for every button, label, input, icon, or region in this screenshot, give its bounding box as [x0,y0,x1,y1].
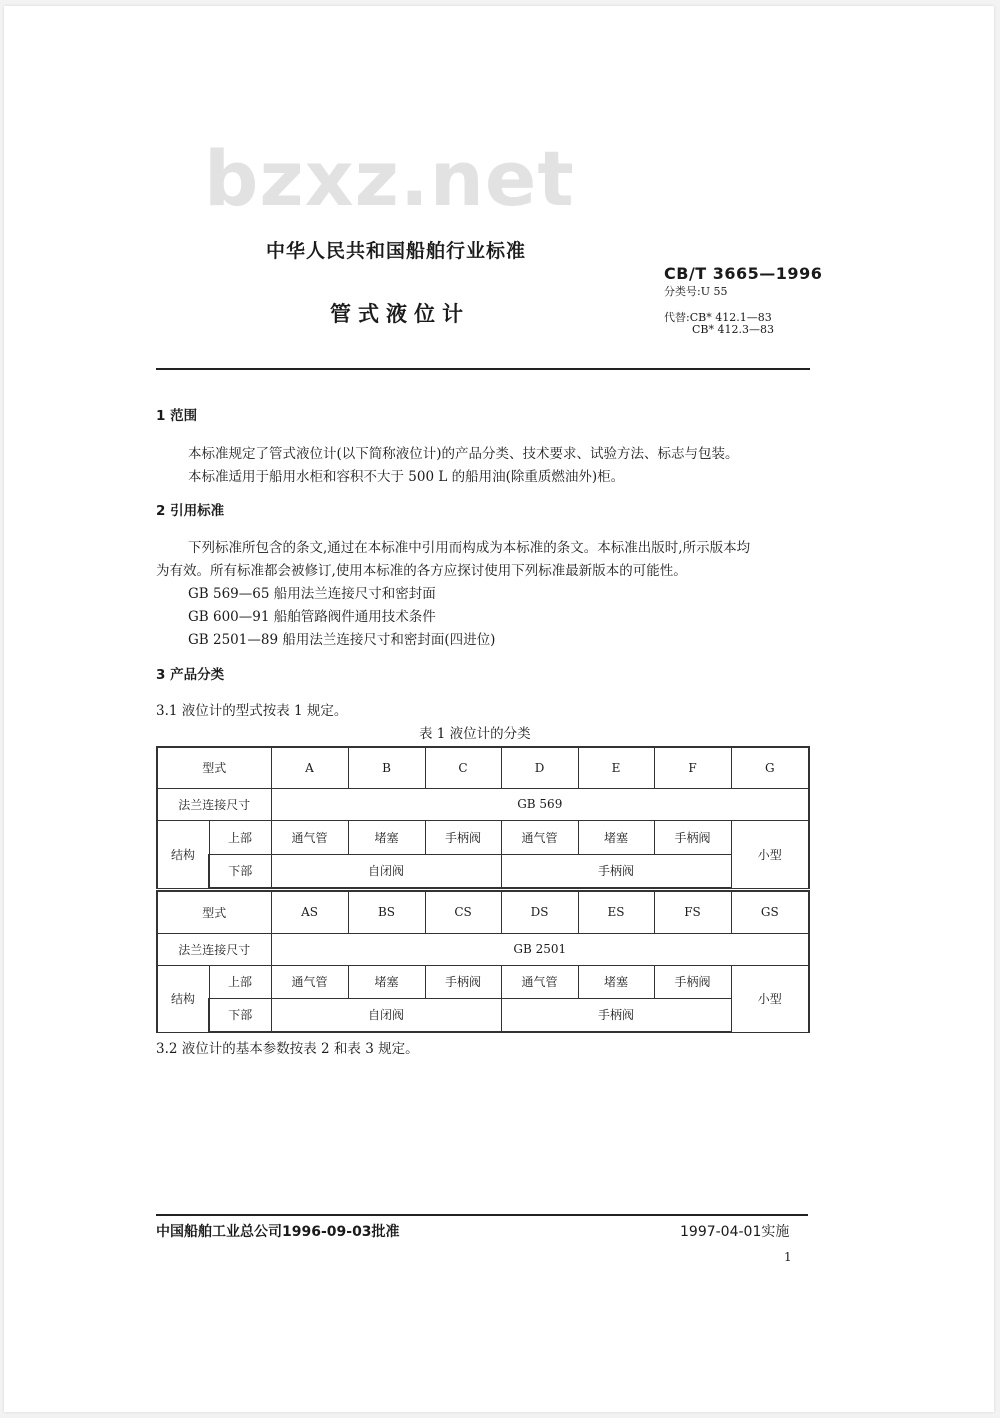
small-type-cell: 小型 [731,965,809,1032]
structure-label: 结构 [157,820,209,888]
approval-line: 中国船舶工业总公司1996-09-03批准 [156,1224,400,1240]
type-cell: A [271,747,348,788]
upper-cell: 通气管 [271,965,348,998]
lower-cell: 自闭阀 [271,998,501,1032]
standard-org-title: 中华人民共和国船舶行业标准 [266,240,527,262]
upper-cell: 通气管 [271,820,348,854]
upper-cell: 堵塞 [348,965,425,998]
lower-cell: 手柄阀 [501,998,731,1032]
footer-rule [156,1214,808,1216]
upper-cell: 手柄阀 [654,820,731,854]
reference-gb600: GB 600—91 船舶管路阀件通用技术条件 [188,609,436,625]
type-cell: B [348,747,425,788]
section-3-heading: 3 产品分类 [156,667,225,683]
table-1-caption: 表 1 液位计的分类 [419,726,531,742]
replaces-line-1: 代替:CB* 412.1—83 [664,311,772,324]
type-cell: CS [425,891,501,933]
section-2-paragraph-line-1: 下列标准所包含的条文,通过在本标准中引用而构成为本标准的条文。本标准出版时,所示版本均 [188,540,751,556]
section-2-paragraph-line-2: 为有效。所有标准都会被修订,使用本标准的各方应探讨使用下列标准最新版本的可能性。 [156,563,687,579]
flange-value: GB 569 [271,788,809,820]
reference-gb2501: GB 2501—89 船用法兰连接尺寸和密封面(四进位) [188,632,496,648]
type-cell: BS [348,891,425,933]
type-cell: D [501,747,578,788]
upper-label: 上部 [209,965,271,998]
upper-cell: 手柄阀 [425,820,501,854]
type-cell: F [654,747,731,788]
structure-label: 结构 [157,965,209,1032]
replaces-line-2: CB* 412.3—83 [692,323,774,336]
upper-label: 上部 [209,820,271,854]
type-label: 型式 [157,747,271,788]
upper-cell: 通气管 [501,820,578,854]
flange-label: 法兰连接尺寸 [157,933,271,965]
type-cell: AS [271,891,348,933]
type-cell: GS [731,891,809,933]
upper-cell: 手柄阀 [425,965,501,998]
table-1-block-b [156,890,810,1033]
classification-number: 分类号:U 55 [664,285,728,298]
upper-cell: 通气管 [501,965,578,998]
reference-gb569: GB 569—65 船用法兰连接尺寸和密封面 [188,586,436,602]
document-title: 管式液位计 [330,302,470,326]
standard-code: CB/T 3665—1996 [664,264,823,283]
type-cell: E [578,747,654,788]
implementation-date: 1997-04-01实施 [680,1224,790,1240]
section-1-paragraph-1: 本标准规定了管式液位计(以下简称液位计)的产品分类、技术要求、试验方法、标志与包装。 [188,446,739,462]
clause-3-2: 3.2 液位计的基本参数按表 2 和表 3 规定。 [156,1041,419,1057]
type-cell: FS [654,891,731,933]
watermark: bzxz.net [204,134,575,223]
flange-value: GB 2501 [271,933,809,965]
section-2-heading: 2 引用标准 [156,503,225,519]
upper-cell: 手柄阀 [654,965,731,998]
section-1-paragraph-2: 本标准适用于船用水柜和容积不大于 500 L 的船用油(除重质燃油外)柜。 [188,469,625,485]
type-label: 型式 [157,891,271,933]
small-type-cell: 小型 [731,820,809,888]
flange-label: 法兰连接尺寸 [157,788,271,820]
upper-cell: 堵塞 [578,965,654,998]
page-number: 1 [784,1250,792,1264]
type-cell: DS [501,891,578,933]
type-cell: C [425,747,501,788]
lower-cell: 自闭阀 [271,854,501,888]
upper-cell: 堵塞 [578,820,654,854]
clause-3-1: 3.1 液位计的型式按表 1 规定。 [156,703,348,719]
lower-label: 下部 [209,854,271,888]
type-cell: ES [578,891,654,933]
lower-label: 下部 [209,998,271,1032]
lower-cell: 手柄阀 [501,854,731,888]
section-1-heading: 1 范围 [156,408,198,424]
table-1-block-a [156,746,810,889]
upper-cell: 堵塞 [348,820,425,854]
type-cell: G [731,747,809,788]
header-rule [156,368,810,370]
document-page [4,6,994,1412]
